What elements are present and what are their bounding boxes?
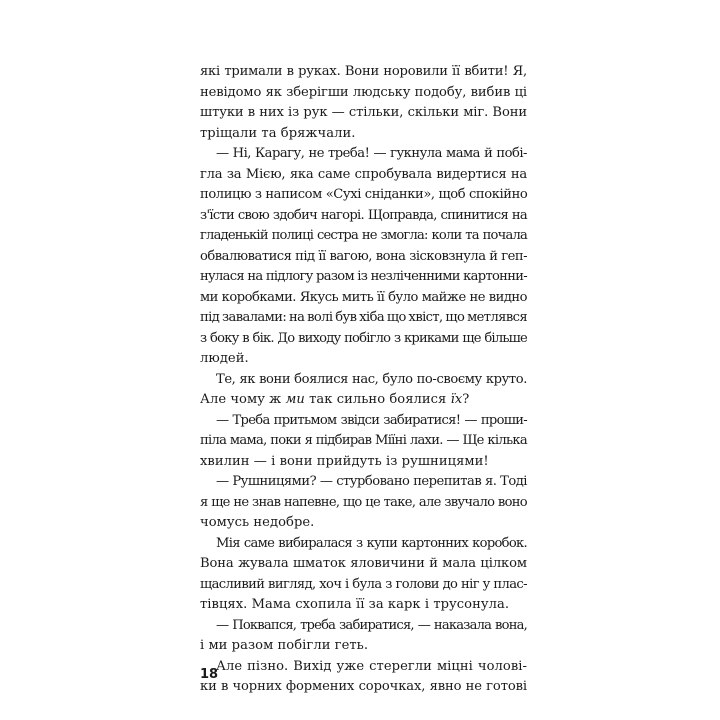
text-line: чомусь недобре. [200, 515, 315, 530]
text-line: з боку в бік. До виходу побігло з криками ще більше [200, 330, 527, 346]
text-line: тріщали та бряжчали. [200, 125, 356, 141]
text-line: щасливий вигляд, хоч і була з голови до ніг у плас- [200, 576, 527, 592]
text-line: штуки в них із рук — стільки, скільки міг. Вони [200, 105, 527, 120]
text-line: Але пізно. Вихід уже стерегли міцні чолові- [216, 658, 527, 674]
text-fragment: так сильно боялися [309, 392, 447, 407]
text-line: хвилин — і вони прийдуть із рушницями! [200, 453, 489, 469]
text-line: — Поквапся, треба забиратися, — наказала вона, [216, 617, 527, 633]
text-line: гладенькій полиці сестра не змогла: коли та почала [200, 228, 527, 243]
text-line: тівцях. Мама схопила її за карк і трусонула. [200, 597, 510, 612]
page-number: 18 [200, 667, 219, 682]
text-line: під завалами: на волі був хіба що хвіст, що метлявся [200, 310, 527, 325]
text-line: які тримали в руках. Вони норовили її вбити! Я, [200, 64, 527, 79]
text-fragment: ? [462, 392, 470, 407]
text-line: обвалюватися під її вагою, вона зісковзнула й геп- [200, 248, 527, 264]
text-line: — Треба притьмом звідси забиратися! — проши- [216, 412, 527, 428]
text-line: — Рушницями? — стурбовано перепитав я. Тоді [216, 474, 527, 489]
text-line: піла мама, поки я підбирав Міїні лахи. — Ще кілька [200, 433, 527, 448]
italic-word: ми [285, 392, 305, 407]
text-line [200, 390, 527, 411]
text-line: людей. [200, 351, 249, 366]
text-line: ки в чорних формених сорочках, явно не готові [200, 679, 527, 694]
text-line: ми коробками. Якусь мить її було майже не видно [200, 289, 527, 305]
page-body-text [200, 62, 527, 698]
text-line: полицю з написом «Сухі сніданки», щоб спокійно [200, 187, 528, 202]
text-line: Вона жувала шматок яловичини й мала цілком [200, 556, 527, 571]
text-line: нулася на підлогу разом із незліченними картонни- [200, 269, 527, 284]
text-fragment: Але чому ж [200, 392, 282, 407]
text-line: — Ні, Карагу, не треба! — гукнула мама й побі- [216, 146, 527, 161]
text-line: невідомо як зберігши людську подобу, вибив ці [200, 84, 527, 100]
italic-word: їх [450, 392, 463, 407]
text-line: Те, як вони боялися нас, було по-своєму круто. [216, 371, 527, 387]
text-line: гла за Мією, яка саме спробувала видертися на [200, 166, 527, 182]
text-line: і ми разом побігли геть. [200, 638, 369, 653]
text-line: з'їсти свою здобич нагорі. Щоправда, спинитися на [200, 207, 527, 223]
text-line: Мія саме вибиралася з купи картонних коробок. [216, 535, 527, 551]
text-line: я ще не знав напевне, що це таке, але звучало воно [200, 494, 527, 510]
